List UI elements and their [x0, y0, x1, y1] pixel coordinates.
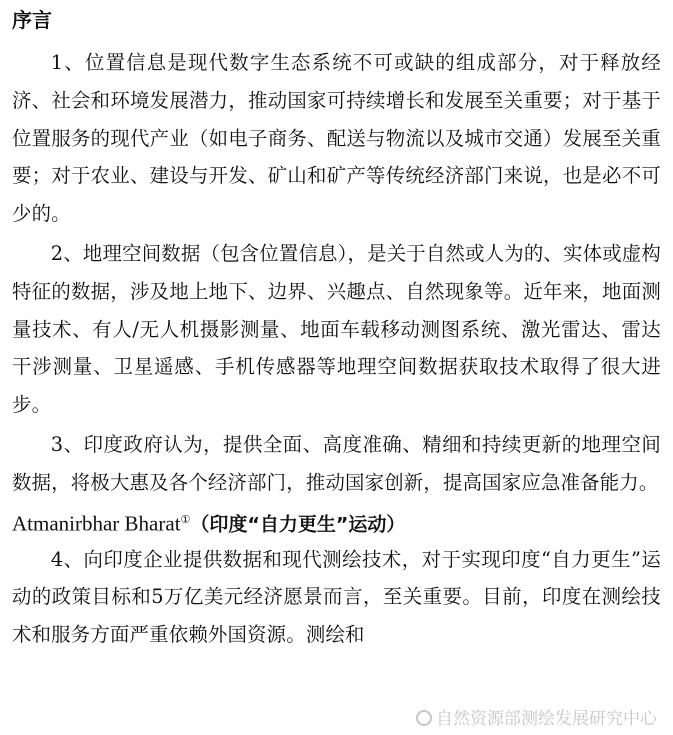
section-title-chinese: （印度“自力更生”运动）	[190, 512, 406, 535]
section-title-atmanirbhar	[12, 502, 661, 539]
watermark-text: 自然资源部测绘发展研究中心	[436, 709, 657, 729]
watermark	[416, 704, 657, 729]
footnote-marker[interactable]: ①	[180, 513, 191, 526]
section-title-latin: Atmanirbhar Bharat	[12, 510, 181, 535]
section-title-preface: 序言	[12, 8, 52, 32]
wechat-logo-icon	[416, 710, 432, 726]
paragraph-3: 3、印度政府认为，提供全面、高度准确、精细和持续更新的地理空间数据，将极大惠及各个经济部门，推动国家创新，提高国家应急准备能力。	[12, 432, 661, 494]
paragraph-2: 2、地理空间数据（包含位置信息），是关于自然或人为的、实体或虚构特征的数据，涉及地上地下、边界、兴趣点、自然现象等。近年来，地面测量技术、有人/无人机摄影测量、地面车载移动测图系统、激光雷达、雷达干涉测量、卫星遥感、手机传感器等地理空间数据获取技术取得了很大进步。	[12, 241, 661, 417]
paragraph-4: 4、向印度企业提供数据和现代测绘技术，对于实现印度“自力更生”运动的政策目标和5万亿美元经济愿景而言，至关重要。目前，印度在测绘技术和服务方面严重依赖外国资源。测绘和	[12, 547, 661, 647]
paragraph-1: 1、位置信息是现代数字生态系统不可或缺的组成部分，对于释放经济、社会和环境发展潜力，推动国家可持续增长和发展至关重要；对于基于位置服务的现代产业（如电子商务、配送与物流以及城市交通）发展至关重要；对于农业、建设与开发、矿山和矿产等传统经济部门来说，也是必不可少的。	[12, 51, 661, 226]
